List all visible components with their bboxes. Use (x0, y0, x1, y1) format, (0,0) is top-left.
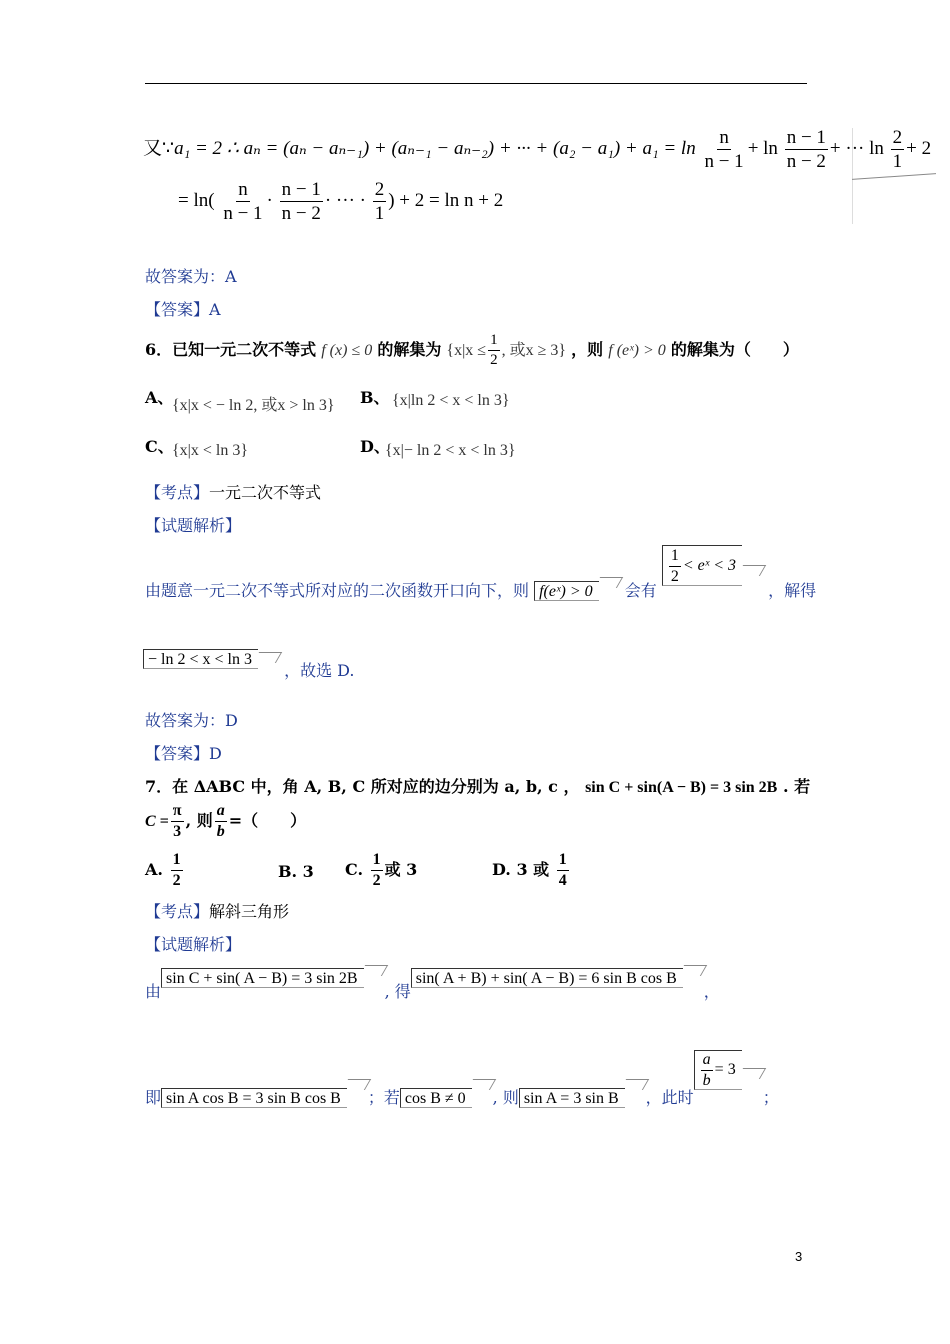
q6-explanation: 由题意一元二次不等式所对应的二次函数开口向下，则 f(eˣ) > 0 会有 $\frac{1}{2}$ < eˣ < 3 ，解得 (145, 547, 817, 601)
derivation-line-1: 又∵a₁ = 2 ∴ aₙ = (aₙ − aₙ₋₁) + (aₙ₋₁ − aₙ₋₂) + ··· + (a₂ − a₁) + a₁ = ln $\frac{n}{n - 1}$ + ln $\frac{n - 1}{n - 2}$ + ··· ln $\frac{2}{1}$ + 2 (143, 127, 932, 172)
q6-result: 故答案为：D (145, 711, 238, 730)
q6-option-c-label: C、 (145, 437, 174, 456)
q7-option-d: D. 3 或 $\frac{1}{4}$ (492, 851, 567, 889)
q6-answer: 【答案】D (145, 744, 222, 763)
q6-explanation-cont: − ln 2 < x < ln 3 ，故选 D. (143, 646, 355, 669)
q6-option-b-label: B、 (360, 388, 390, 407)
q6-option-d-label: D、 (360, 437, 390, 456)
q6-option-b: {x|ln 2 < x < ln 3} (392, 392, 510, 409)
derivation-line-2: = ln( $\frac{n}{n - 1}$ · $\frac{n - 1}{n - 2}$ · ··· · $\frac{2}{1}$ ) + 2 = ln n + 2 (178, 179, 504, 224)
q6-kaodian: 【考点】一元二次不等式 (145, 483, 322, 502)
q6-option-c: {x|x < ln 3} (172, 442, 249, 459)
derivation-frame (852, 128, 854, 224)
q7-stem: 7．在 ΔABC 中，角 A, B, C 所对应的边分别为 a, b, c ， sin C + sin(A − B) = 3 sin 2B . 若 (145, 777, 811, 796)
header-rule (145, 83, 807, 84)
q5-result: 故答案为：A (145, 267, 237, 286)
q6-jiexi-tag: 【试题解析】 (145, 516, 242, 535)
q7-options: A. $\frac{1}{2}$ (145, 851, 181, 889)
q6-option-a-label: A、 (145, 388, 174, 407)
q7-kaodian: 【考点】解斜三角形 (145, 902, 290, 921)
q7-option-b: B. 3 (278, 862, 314, 881)
q7-jiexi-tag: 【试题解析】 (145, 935, 242, 954)
page-number: 3 (795, 1249, 803, 1264)
q7-stem-2: C = $\frac{\pi}{3}$ , 则 $\frac{a}{b}$ =（ ） (145, 802, 307, 840)
q6-stem: 6．已知一元二次不等式 f (x) ≤ 0 的解集为 {x|x ≤ $\frac{1}{2}$ , 或x ≥ 3} ，则 f (eˣ) > 0 的解集为（ ） (145, 332, 799, 368)
q6-option-a: {x|x < − ln 2, 或x > ln 3} (172, 397, 335, 414)
q7-explanation-1: 由sin C + sin( A − B) = 3 sin 2B, 得sin( A + B) + sin( A − B) = 6 sin B cos B， (145, 965, 720, 988)
derivation-frame-tail (852, 173, 936, 190)
q6-option-d: {x|− ln 2 < x < ln 3} (385, 442, 516, 459)
q7-option-c: C. $\frac{1}{2}$ 或 3 (345, 851, 418, 889)
q7-explanation-2: 即 sin A cos B = 3 sin B cos B ；若 cos B ≠ 0 , 则 sin A = 3 sin B ，此时 $\frac{a}{b}$ = 3； (145, 1051, 779, 1108)
q5-answer: 【答案】A (145, 300, 221, 319)
